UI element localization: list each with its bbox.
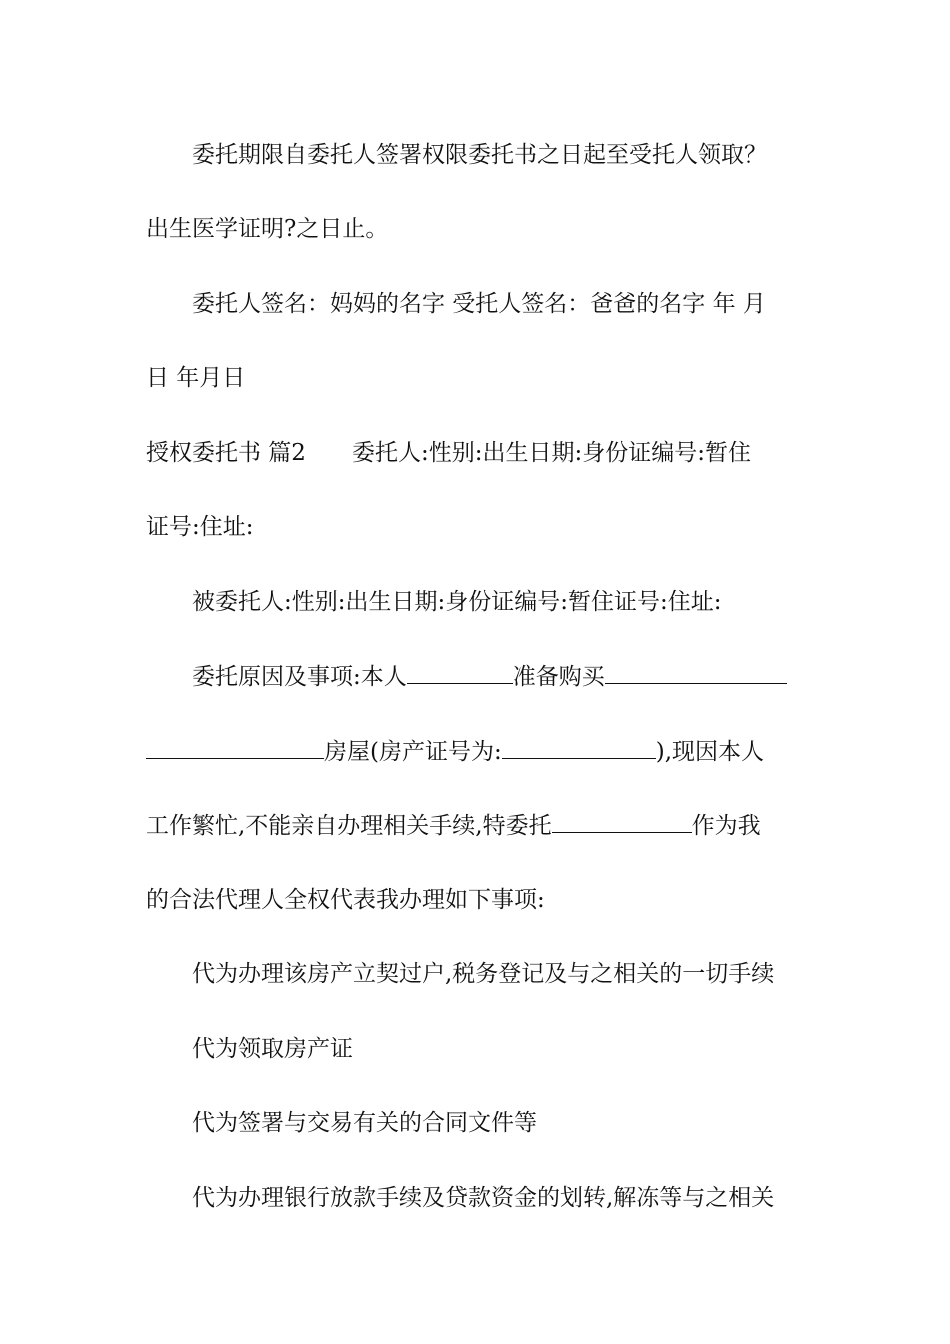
principal-info-line-2: 证号:住址: xyxy=(146,514,254,540)
property-blank-2 xyxy=(146,736,324,759)
agent-name-blank xyxy=(552,810,692,833)
reason-text-a: 委托原因及事项:本人 xyxy=(192,664,407,690)
signature-line-2: 日 年月日 xyxy=(146,365,246,391)
reason-text-d: ),现因本人 xyxy=(655,739,765,765)
property-blank-1 xyxy=(605,661,787,684)
signature-line-1: 委托人签名：妈妈的名字 受托人签名：爸爸的名字 年 月 xyxy=(192,291,766,317)
name-blank xyxy=(407,661,513,684)
section-heading: 授权委托书 篇2 xyxy=(146,440,306,466)
reason-line-3 xyxy=(146,810,810,841)
principal-info-line-1: 委托人:性别:出生日期:身份证编号:暂住 xyxy=(351,440,751,466)
agent-info-line: 被委托人:性别:出生日期:身份证编号:暂住证号:住址: xyxy=(192,589,722,615)
authorized-item-2: 代为领取房产证 xyxy=(192,1036,353,1062)
reason-line-4: 的合法代理人全权代表我办理如下事项: xyxy=(146,887,545,913)
authorized-item-3: 代为签署与交易有关的合同文件等 xyxy=(192,1110,537,1136)
authorized-item-4: 代为办理银行放款手续及贷款资金的划转,解冻等与之相关 xyxy=(192,1185,775,1211)
reason-text-b: 准备购买 xyxy=(512,664,605,690)
reason-line-1 xyxy=(192,661,810,692)
heading-row xyxy=(146,438,810,468)
reason-text-c: 房屋(房产证号为: xyxy=(324,739,502,765)
certificate-number-blank xyxy=(502,736,656,759)
paragraph-term-line-1: 委托期限自委托人签署权限委托书之日起至受托人领取？ xyxy=(192,142,767,168)
reason-text-e: 工作繁忙,不能亲自办理相关手续,特委托 xyxy=(146,813,552,839)
paragraph-term-line-2: 出生医学证明?之日止。 xyxy=(146,216,389,242)
reason-text-f: 作为我 xyxy=(691,813,761,839)
authorized-item-1: 代为办理该房产立契过户,税务登记及与之相关的一切手续 xyxy=(192,961,775,987)
reason-line-2 xyxy=(146,736,810,767)
